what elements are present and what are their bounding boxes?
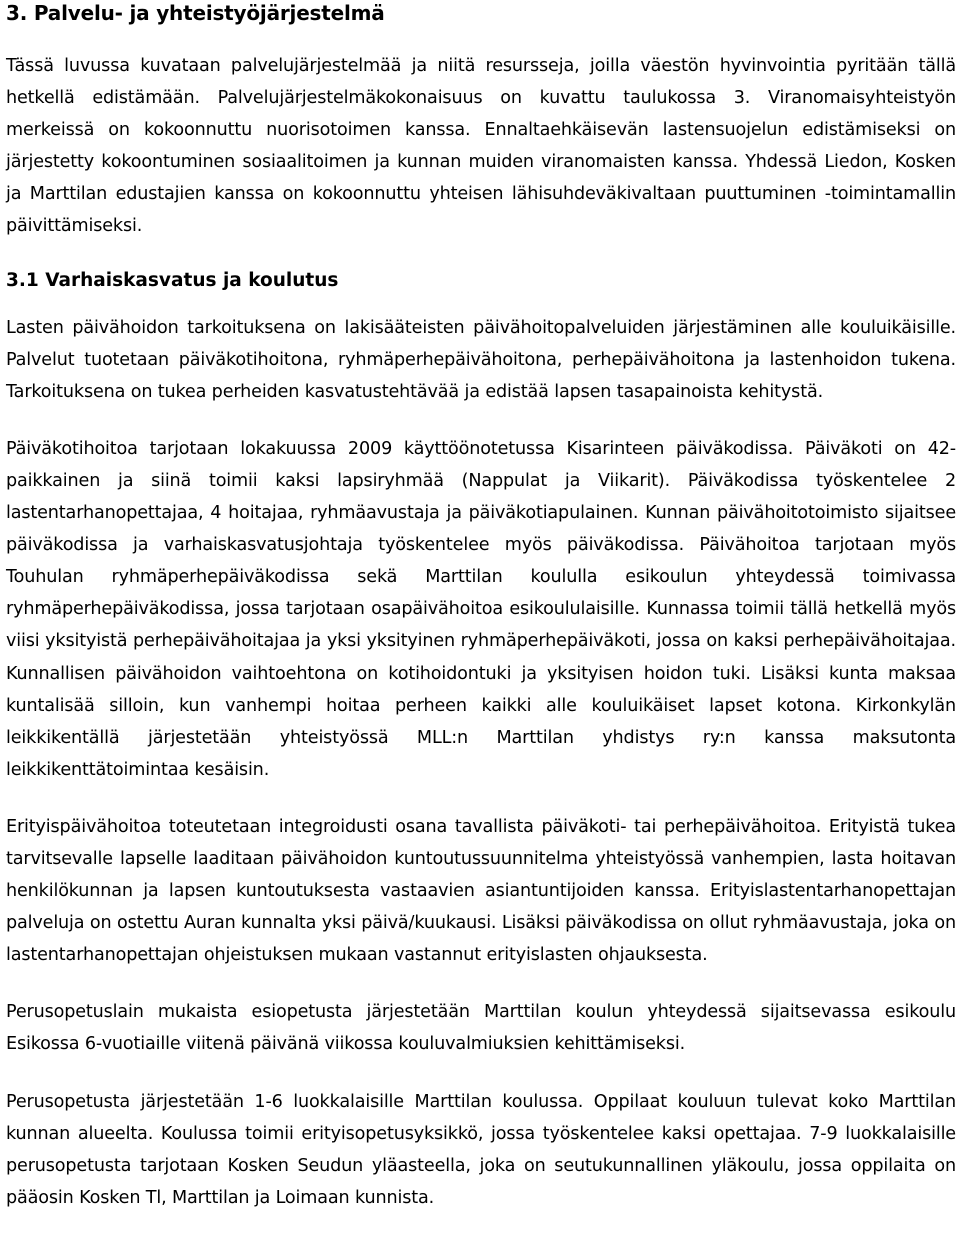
paragraph-preschool: Perusopetuslain mukaista esiopetusta järjestetään Marttilan koulun yhteydessä sijaitsevassa esikoulu Esikossa 6-vuotiaille viitenä päivänä viikossa kouluvalmiuksien kehittämiseksi.: [6, 1002, 956, 1055]
paragraph-special-daycare: Erityispäivähoitoa toteutetaan integroidusti osana tavallista päiväkoti- tai perhepäivähoitoa. Erityistä tukea tarvitsevalle lapselle laaditaan päivähoidon kuntoutussuunnitelma yhteistyössä vanhempien, lasta hoitavan henkilökunnan ja lapsen kuntoutuksesta vastaavien asiantuntijoiden kanssa. Erityislastentarhanopettajan palveluja on ostettu Auran kunnalta yksi päivä/kuukausi. Lisäksi päiväkodissa on ollut ryhmäavustaja, joka on lastentarhanopettajan ohjeistuksen mukaan vastannut erityislasten ohjauksesta.: [6, 816, 956, 966]
section-title: 3. Palvelu- ja yhteistyöjärjestelmä: [6, 1, 385, 25]
subsection-title: 3.1 Varhaiskasvatus ja koulutus: [6, 269, 339, 291]
paragraph-daycare-purpose: Lasten päivähoidon tarkoituksena on lakisääteisten päivähoitopalveluiden järjestäminen alle kouluikäisille. Palvelut tuotetaan päiväkotihoitona, ryhmäperhepäivähoitona, perhepäivähoitona ja lastenhoidon tukena. Tarkoituksena on tukea perheiden kasvatustehtävää ja edistää lapsen tasapainoista kehitystä.: [6, 317, 956, 402]
intro-paragraph: Tässä luvussa kuvataan palvelujärjestelmää ja niitä resursseja, joilla väestön hyvinvointia pyritään tällä hetkellä edistämään. Palvelujärjestelmäkokonaisuus on kuvattu taulukossa 3. Viranomaisyhteistyön merkeissä on kokoonnuttu nuorisotoimen kanssa. Ennaltaehkäisevän lastensuojelun edistämiseksi on järjestetty kokoontuminen sosiaalitoimen ja kunnan muiden viranomaisten kanssa. Yhdessä Liedon, Kosken ja Marttilan edustajien kanssa on kokoonnuttu yhteisen lähisuhdeväkivaltaan puuttuminen -toimintamallin päivittämiseksi.: [6, 56, 956, 237]
document-page: [6, 0, 956, 1239]
paragraph-daycare-services: Päiväkotihoitoa tarjotaan lokakuussa 2009 käyttöönotetussa Kisarinteen päiväkodissa. Päiväkoti on 42-paikkainen ja siinä toimii kaksi lapsiryhmää (Nappulat ja Viikarit). Päiväkodissa työskentelee 2 lastentarhanopettajaa, 4 hoitajaa, ryhmäavustaja ja päiväkotiapulainen. Kunnan päivähoitotoimisto sijaitsee päiväkodissa ja varhaiskasvatusjohtaja työskentelee myös päiväkodissa. Päivähoitoa tarjotaan myös Touhulan ryhmäperhepäiväkodissa sekä Marttilan koululla esikoulun yhteydessä toimivassa ryhmäperhepäiväkodissa, jossa tarjotaan osapäivähoitoa esikoululaisille. Kunnassa toimii tällä hetkellä myös viisi yksityistä perhepäivähoitajaa ja yksi yksityinen ryhmäperhepäiväkoti, jossa on kaksi perhepäivähoitajaa. Kunnallisen päivähoidon vaihtoehtona on kotihoidontuki ja yksityisen hoidon tuki. Lisäksi kunta maksaa kuntalisää silloin, kun vanhempi hoitaa perheen kaikki alle kouluikäiset lapset kotona. Kirkonkylän leikkikentällä järjestetään yhteistyössä MLL:n Marttilan yhdistys ry:n kanssa maksutonta leikkikenttätoimintaa kesäisin.: [6, 438, 956, 780]
paragraph-basic-education: Perusopetusta järjestetään 1-6 luokkalaisille Marttilan koulussa. Oppilaat kouluun tulevat koko Marttilan kunnan alueelta. Koulussa toimii erityisopetusyksikkö, jossa työskentelee kaksi opettajaa. 7-9 luokkalaisille perusopetusta tarjotaan Kosken Seudun yläasteella, joka on seutukunnallinen yläkoulu, jossa oppilaita on pääosin Kosken Tl, Marttilan ja Loimaan kunnista.: [6, 1091, 956, 1208]
